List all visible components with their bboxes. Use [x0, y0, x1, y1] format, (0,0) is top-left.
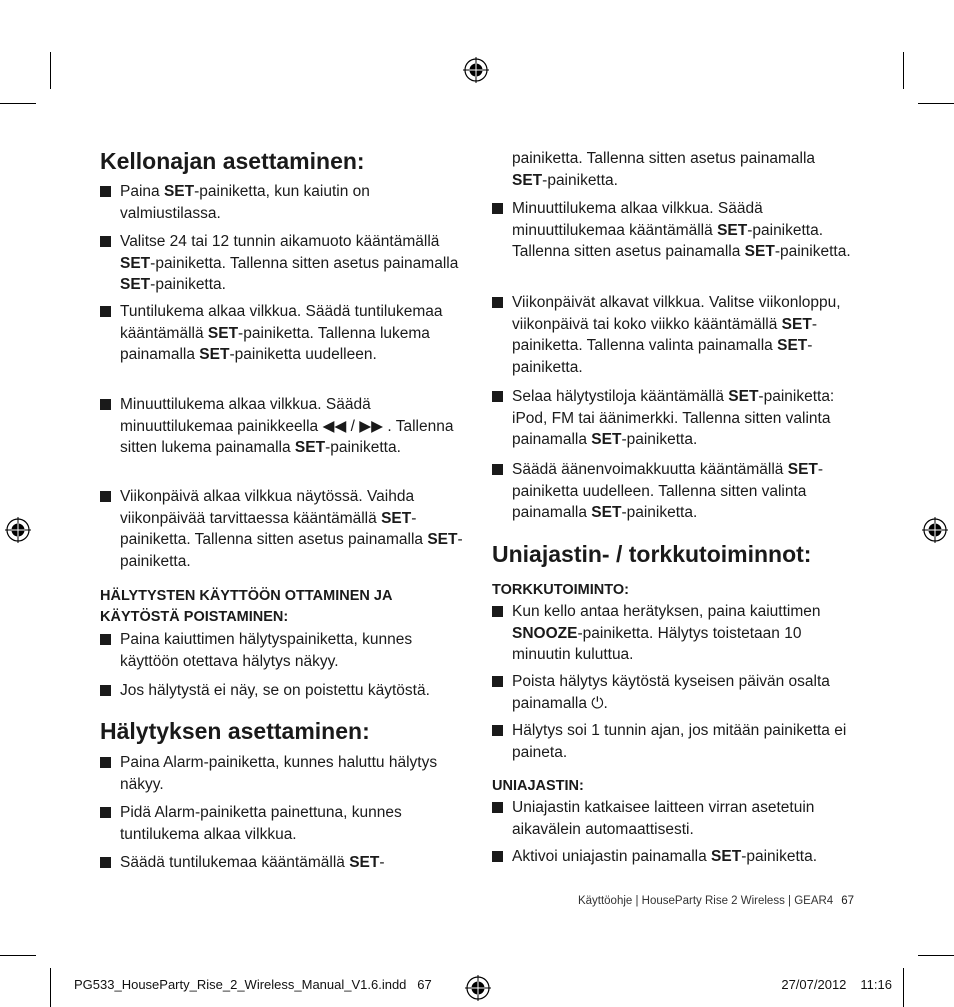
button-label-bold: SET	[591, 504, 622, 522]
list-item-text: Poista hälytys käytöstä kyseisen päivän osalta painamalla ⏻.	[512, 673, 830, 712]
square-bullet-icon	[100, 491, 111, 502]
list-item-text: Paina kaiuttimen hälytyspainiketta, kunnes käyttöön otettava hälytys näkyy.	[120, 631, 413, 670]
crop-mark	[903, 52, 904, 89]
square-bullet-icon	[100, 757, 111, 768]
subsection-title-snooze: TORKKUTOIMINTO:	[492, 582, 629, 598]
crop-mark	[903, 968, 904, 1007]
list-item	[492, 292, 854, 378]
button-label-bold: SET	[512, 171, 543, 189]
registration-mark-icon	[5, 517, 31, 543]
square-bullet-icon	[492, 851, 503, 862]
button-label-bold: SET	[427, 531, 458, 549]
square-bullet-icon	[492, 676, 503, 687]
subsection-title-alarm-toggle: HÄLYTYSTEN KÄYTTÖÖN OTTAMINEN JA KÄYTÖSTÄ POISTAMINEN:	[100, 588, 392, 625]
list-item-text: Jos hälytystä ei näy, se on poistettu käytöstä.	[120, 682, 430, 699]
button-label-bold: SET	[787, 461, 818, 478]
print-slug-datetime	[781, 977, 892, 992]
button-label-bold: SET	[199, 346, 230, 364]
crop-mark	[918, 103, 954, 104]
list-item	[100, 394, 465, 459]
square-bullet-icon	[100, 807, 111, 818]
button-label-bold: SET	[349, 854, 380, 871]
button-label-bold: SET	[120, 254, 151, 272]
button-label-bold: SET	[207, 324, 239, 342]
list-item	[492, 671, 854, 714]
running-footer	[578, 895, 854, 907]
button-label-bold: SET	[163, 183, 195, 200]
list-item-text: painiketta. Tallenna sitten asetus painamalla SET-painiketta.	[512, 150, 816, 189]
list-item	[100, 231, 465, 296]
list-item	[100, 301, 465, 366]
square-bullet-icon	[492, 725, 503, 736]
registration-mark-icon	[922, 517, 948, 543]
list-item	[492, 198, 854, 263]
registration-mark-icon	[463, 57, 489, 83]
section-title-timer: Uniajastin- / torkkutoiminnot:	[492, 541, 812, 567]
button-label-bold: SET	[381, 509, 412, 527]
list-item-text: Säädä äänenvoimakkuutta kääntämällä SET-painiketta uudelleen. Tallenna sitten valinta painamalla SET-painiketta.	[512, 461, 824, 522]
square-bullet-icon	[492, 606, 503, 617]
crop-mark	[0, 955, 36, 956]
list-item-text: Kun kello antaa herätyksen, paina kaiuttimen SNOOZE-painiketta. Hälytys toistetaan 10 minuutin kuluttua.	[512, 603, 821, 664]
square-bullet-icon	[492, 464, 503, 475]
continuation-text	[492, 148, 854, 191]
page-number: 67	[841, 895, 854, 907]
square-bullet-icon	[100, 236, 111, 247]
list-item	[100, 752, 465, 795]
list-item	[100, 802, 465, 845]
list-item	[492, 601, 854, 666]
registration-mark-icon	[465, 975, 491, 1001]
list-item	[492, 797, 854, 840]
list-item-text: Paina SET-painiketta, kun kaiutin on valmiustilassa.	[120, 183, 370, 222]
list-item	[492, 720, 854, 763]
button-label-bold: SET	[591, 431, 622, 449]
button-label-bold: SET	[120, 276, 151, 294]
list-item-text: Valitse 24 tai 12 tunnin aikamuoto kääntämällä SET-painiketta. Tallenna sitten asetus painamalla SET-painiketta.	[120, 233, 459, 294]
list-item	[100, 486, 465, 572]
list-item-text: Uniajastin katkaisee laitteen virran asetetuin aikavälein automaattisesti.	[512, 799, 815, 838]
list-item	[492, 386, 854, 451]
square-bullet-icon	[100, 857, 111, 868]
list-item-text: Säädä tuntilukemaa kääntämällä SET-	[120, 854, 385, 871]
square-bullet-icon	[100, 685, 111, 696]
square-bullet-icon	[100, 306, 111, 317]
list-item-text: Pidä Alarm-painiketta painettuna, kunnes tuntilukema alkaa vilkkua.	[120, 804, 402, 843]
button-label-bold: SET	[294, 439, 326, 457]
list-item-text: Paina Alarm-painiketta, kunnes haluttu hälytys näkyy.	[120, 754, 438, 793]
print-slug-time: 11:16	[860, 977, 892, 992]
running-footer-text: Käyttöohje | HouseParty Rise 2 Wireless | GEAR4	[577, 895, 834, 907]
button-label-bold: SNOOZE	[512, 624, 578, 642]
square-bullet-icon	[100, 399, 111, 410]
button-label-bold: SET	[781, 315, 812, 333]
list-item	[100, 629, 465, 672]
square-bullet-icon	[492, 203, 503, 214]
section-title-clock: Kellonajan asettaminen:	[100, 148, 365, 174]
list-item-text: Minuuttilukema alkaa vilkkua. Säädä minuuttilukemaa kääntämällä SET-painiketta. Tallenna sitten asetus painamalla SET-painiketta.	[512, 200, 851, 261]
button-label-bold: SET	[717, 221, 748, 239]
list-item-text: Hälytys soi 1 tunnin ajan, jos mitään painiketta ei paineta.	[512, 722, 847, 761]
list-item	[492, 846, 854, 868]
print-slug-date: 27/07/2012	[781, 977, 847, 992]
crop-mark	[50, 52, 51, 89]
subsection-title-sleep: UNIAJASTIN:	[492, 778, 584, 794]
square-bullet-icon	[492, 297, 503, 308]
list-item-text: Selaa hälytystiloja kääntämällä SET-painiketta: iPod, FM tai äänimerkki. Tallenna sitten valinta painamalla SET-painiketta.	[512, 388, 835, 449]
square-bullet-icon	[100, 634, 111, 645]
square-bullet-icon	[100, 186, 111, 197]
square-bullet-icon	[492, 391, 503, 402]
button-label-bold: SET	[777, 337, 808, 355]
square-bullet-icon	[492, 802, 503, 813]
list-item-text: Aktivoi uniajastin painamalla SET-painiketta.	[512, 848, 818, 865]
crop-mark	[50, 968, 51, 1007]
list-item-text: Minuuttilukema alkaa vilkkua. Säädä minuuttilukemaa painikkeella ◀◀ / ▶▶ . Tallenna sitten lukema painamalla SET-painiketta.	[120, 396, 454, 457]
list-item	[100, 852, 465, 874]
list-item-text: Viikonpäivät alkavat vilkkua. Valitse viikonloppu, viikonpäivä tai koko viikko kääntämällä SET-painiketta. Tallenna valinta painamalla SET-painiketta.	[512, 294, 841, 376]
crop-mark	[918, 955, 954, 956]
button-label-bold: SET	[744, 243, 775, 261]
button-label-bold: SET	[711, 848, 742, 865]
list-item	[100, 181, 465, 224]
list-item-text: Tuntilukema alkaa vilkkua. Säädä tuntilukemaa kääntämällä SET-painiketta. Tallenna lukema painamalla SET-painiketta uudelleen.	[120, 303, 443, 364]
section-title-alarm: Hälytyksen asettaminen:	[100, 718, 370, 744]
print-slug-filename: PG533_HouseParty_Rise_2_Wireless_Manual_V1.6.indd 67	[74, 977, 432, 992]
list-item	[492, 459, 854, 524]
button-label-bold: SET	[728, 388, 759, 405]
list-item-text: Viikonpäivä alkaa vilkkua näytössä. Vaihda viikonpäivää tarvittaessa kääntämällä SET-painiketta. Tallenna sitten asetus painamalla SET-painiketta.	[120, 488, 463, 570]
list-item	[100, 680, 465, 702]
crop-mark	[0, 103, 36, 104]
